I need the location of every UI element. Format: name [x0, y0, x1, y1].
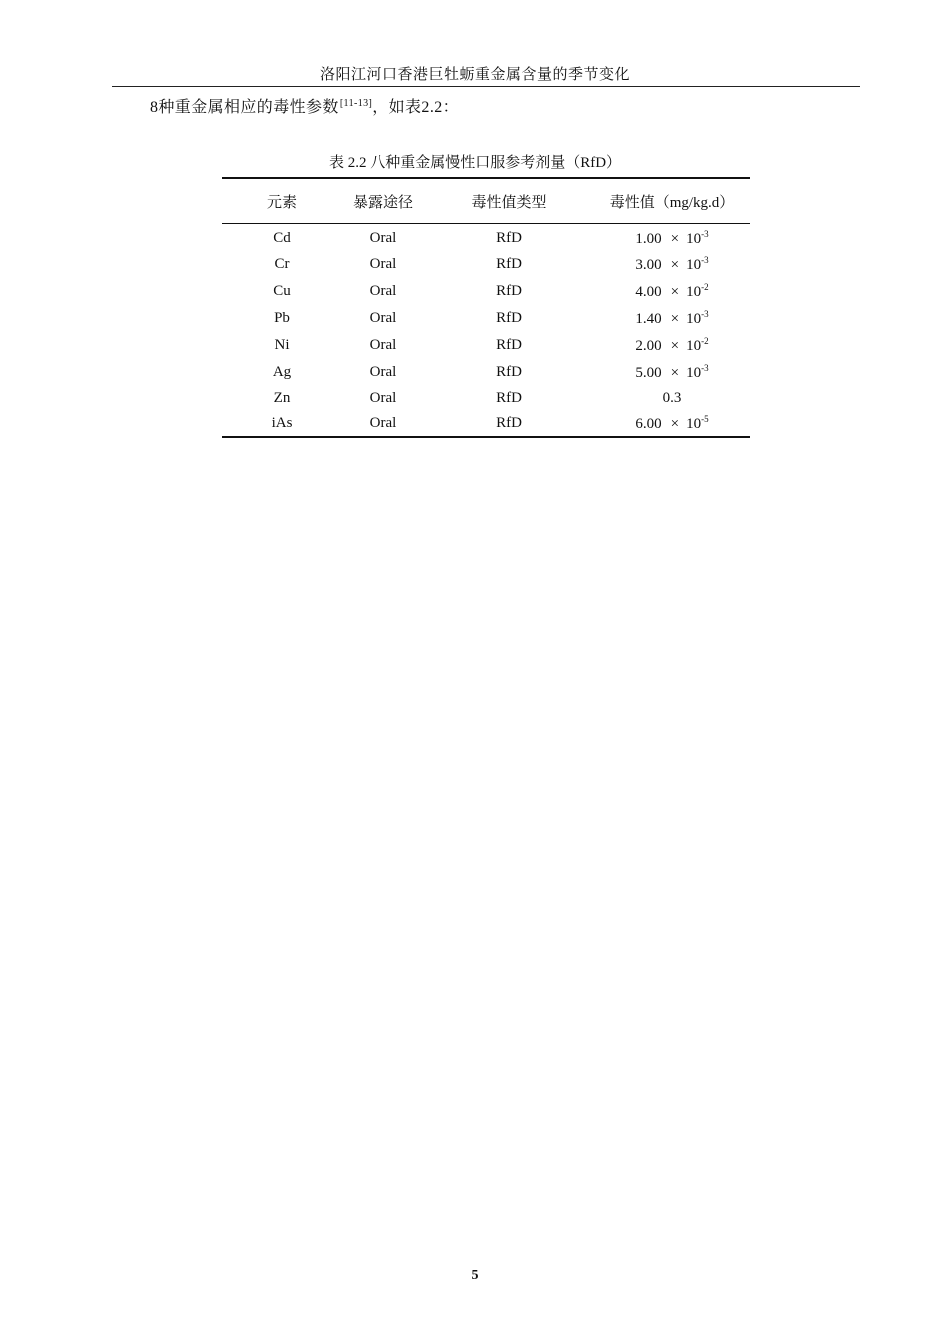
scientific-value	[635, 229, 708, 248]
intro-suffix: ，如表2.2：	[372, 99, 460, 116]
table-caption: 表 2.2 八种重金属慢性口服参考剂量（RfD）	[328, 155, 622, 171]
cell-type: RfD	[496, 415, 522, 431]
times-sign: ×	[670, 284, 680, 300]
table-row	[222, 411, 750, 437]
cell-element: Zn	[273, 390, 291, 406]
base: 10	[686, 230, 702, 247]
cell-type: RfD	[496, 256, 522, 272]
cell-element: Ag	[272, 364, 292, 380]
mantissa: 1.00	[635, 230, 662, 247]
base: 10	[686, 257, 702, 273]
base: 10	[686, 365, 702, 381]
cell-element: Cu	[273, 283, 291, 299]
base: 10	[686, 284, 702, 300]
mantissa: 6.00	[635, 416, 662, 432]
scientific-value	[635, 282, 708, 301]
table-row	[222, 278, 750, 305]
cell-value	[594, 359, 750, 386]
cell-type: RfD	[496, 390, 522, 406]
cell-type: RfD	[496, 310, 522, 326]
cell-route: Oral	[369, 337, 397, 353]
table-row	[222, 251, 750, 278]
times-sign: ×	[670, 338, 680, 354]
times-sign: ×	[670, 365, 680, 381]
cell-value	[594, 224, 750, 252]
intro-text: 8种重金属相应的毒性参数	[150, 99, 339, 116]
table-row	[222, 224, 750, 252]
mantissa: 5.00	[635, 365, 662, 381]
scientific-value	[635, 363, 708, 382]
cell-type: RfD	[496, 364, 522, 380]
column-header-type: 毒性值类型	[471, 194, 547, 211]
scientific-value	[635, 336, 708, 355]
cell-route: Oral	[369, 364, 397, 380]
cell-route: Oral	[369, 390, 397, 406]
times-sign: ×	[670, 416, 680, 432]
cell-value: 0.3	[662, 390, 682, 406]
column-header-value: 毒性值（mg/kg.d）	[609, 194, 735, 211]
cell-value	[594, 305, 750, 332]
times-sign: ×	[670, 311, 680, 327]
cell-route: Oral	[369, 229, 397, 246]
rfd-table	[222, 177, 750, 438]
running-header: 洛阳江河口香港巨牡蛎重金属含量的季节变化	[319, 67, 630, 83]
exponent: -3	[701, 228, 709, 239]
exponent: -2	[701, 282, 709, 292]
cell-type: RfD	[496, 283, 522, 299]
page-number: 5	[471, 1268, 479, 1283]
table-row	[222, 359, 750, 386]
cell-route: Oral	[369, 256, 397, 272]
intro-paragraph	[150, 94, 459, 117]
base: 10	[686, 338, 702, 354]
exponent: -3	[701, 255, 709, 265]
exponent: -2	[701, 336, 709, 346]
mantissa: 2.00	[635, 338, 662, 354]
header-rule	[112, 86, 860, 87]
cell-route: Oral	[369, 415, 397, 431]
cell-element: Pb	[274, 310, 290, 326]
table-row	[222, 332, 750, 359]
cell-value	[594, 251, 750, 278]
cell-element: Ni	[274, 337, 290, 353]
times-sign: ×	[670, 257, 680, 273]
exponent: -3	[701, 309, 709, 319]
mantissa: 4.00	[635, 284, 662, 300]
citation: [11-13]	[339, 98, 373, 109]
base: 10	[686, 416, 702, 432]
cell-value	[594, 332, 750, 359]
mantissa: 1.40	[635, 311, 662, 327]
exponent: -3	[701, 363, 709, 373]
scientific-value	[635, 309, 708, 328]
table-header-row	[222, 178, 750, 224]
cell-route: Oral	[369, 310, 397, 326]
mantissa: 3.00	[635, 257, 662, 273]
cell-element: Cr	[274, 256, 290, 272]
scientific-value	[635, 255, 708, 274]
exponent: -5	[701, 414, 709, 424]
cell-route: Oral	[369, 283, 397, 299]
scientific-value	[635, 414, 708, 433]
table-row	[222, 386, 750, 411]
table-row	[222, 305, 750, 332]
column-header-element: 元素	[266, 194, 297, 211]
cell-value	[594, 411, 750, 437]
times-sign: ×	[670, 230, 680, 247]
cell-type: RfD	[496, 229, 522, 246]
cell-type: RfD	[496, 337, 522, 353]
cell-element: Cd	[273, 229, 291, 246]
cell-value	[594, 278, 750, 305]
cell-element: iAs	[271, 415, 293, 431]
column-header-route: 暴露途径	[352, 194, 413, 211]
base: 10	[686, 311, 702, 327]
